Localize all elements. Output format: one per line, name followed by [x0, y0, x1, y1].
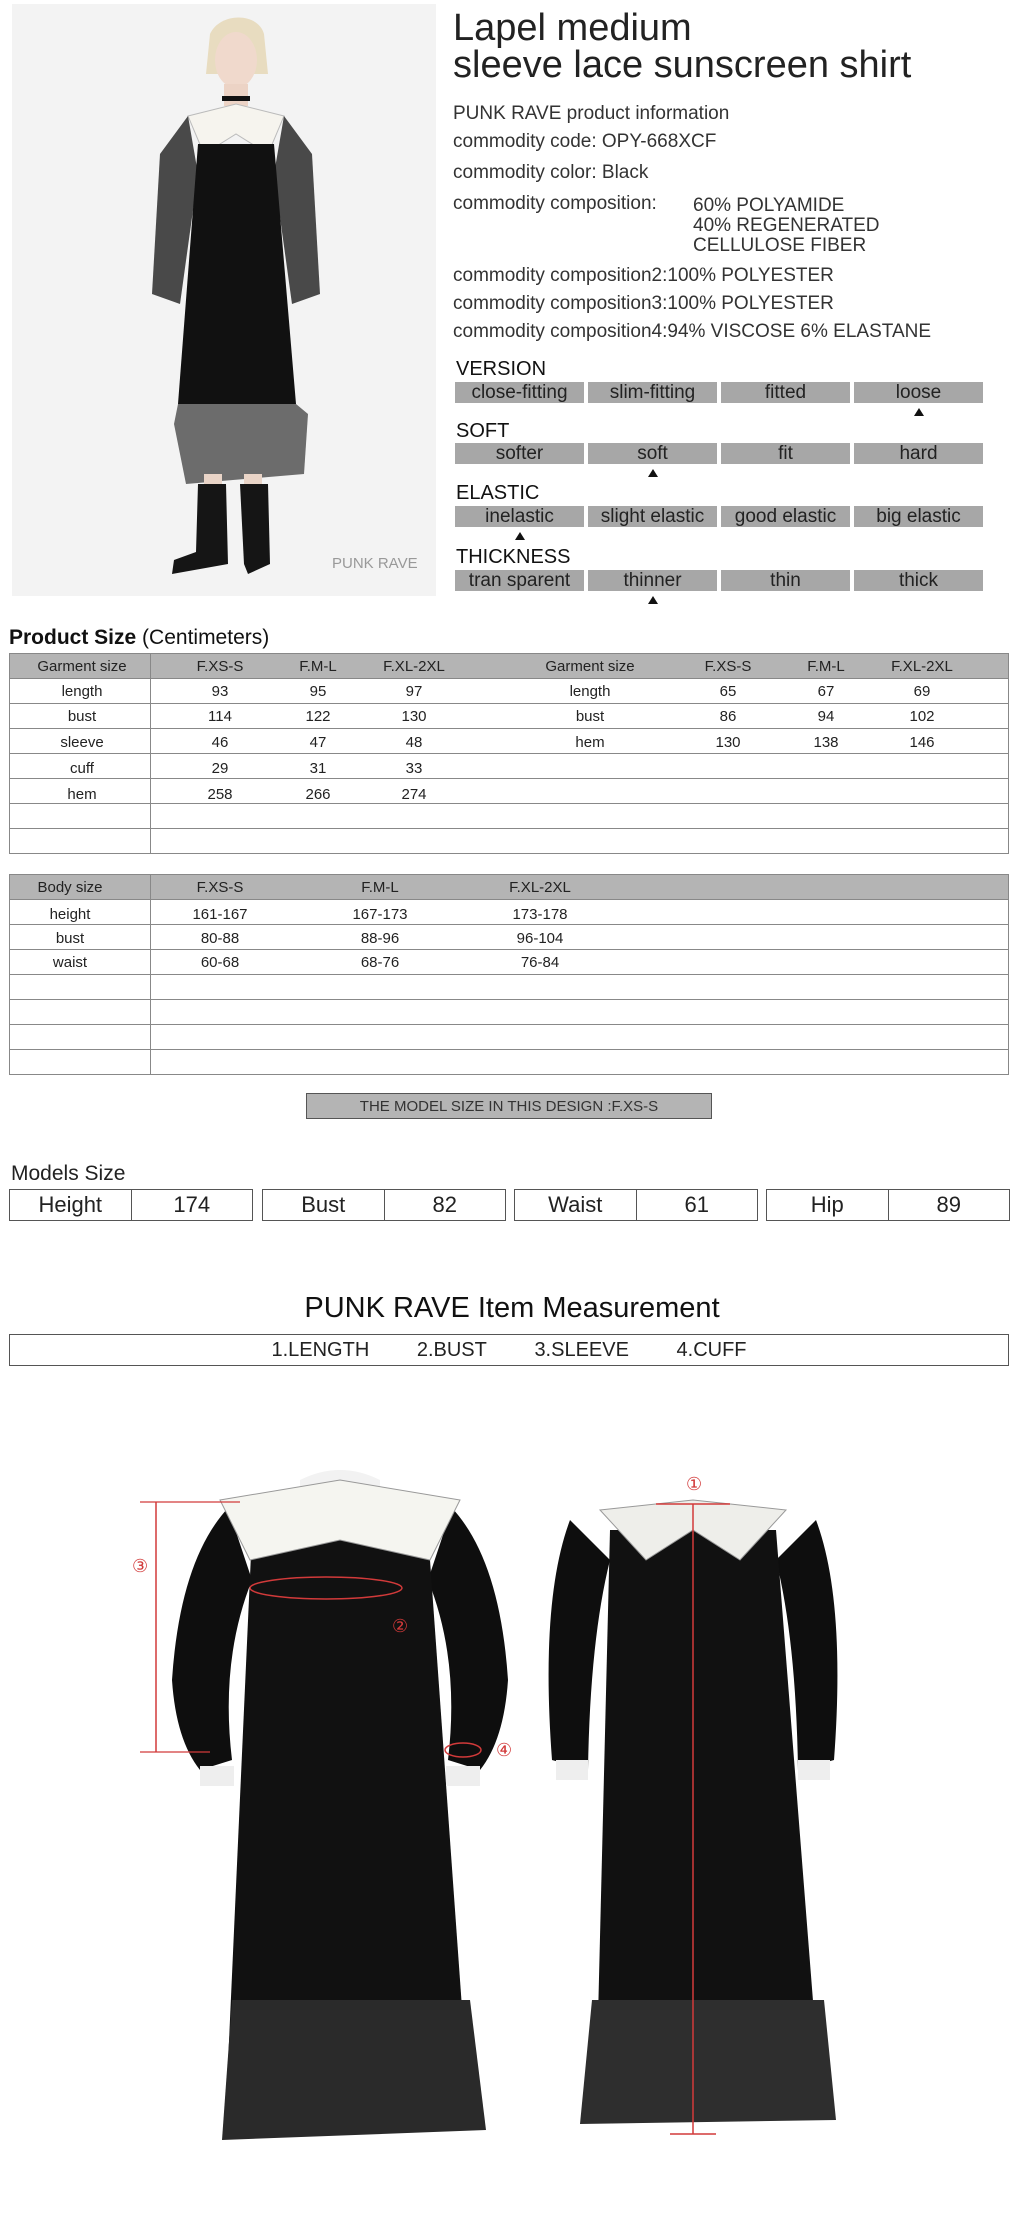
table-cell: 93	[211, 683, 229, 700]
table-cell: 47	[309, 734, 327, 751]
model-waist-box	[514, 1189, 758, 1221]
column-header: F.XS-S	[196, 879, 244, 896]
body-size-header-row	[0, 879, 1024, 899]
product-size-title	[9, 626, 269, 650]
gauge-label-elastic: ELASTIC	[456, 482, 540, 504]
table-row	[0, 930, 1024, 950]
table-row	[0, 760, 1024, 780]
product-size-heading: Product Size	[9, 626, 137, 649]
table-cell: 65	[719, 683, 737, 700]
measurement-item: 1.LENGTH	[271, 1339, 370, 1361]
table-cell: length	[61, 683, 103, 700]
info-heading: PUNK RAVE product information	[453, 103, 730, 124]
table-cell: 97	[405, 683, 423, 700]
model-value: 61	[684, 1192, 709, 1217]
table-cell: 96-104	[516, 930, 564, 947]
table-cell: hem	[67, 786, 97, 803]
product-size-header-row	[0, 658, 1024, 678]
column-header: Garment size	[37, 658, 127, 675]
table-cell: 95	[309, 683, 327, 700]
comp3-label: commodity composition3:	[453, 293, 668, 314]
table-cell: 266	[305, 786, 331, 803]
gauge-label-thickness: THICKNESS	[456, 546, 571, 568]
comp2-value: 100% POLYESTER	[667, 265, 834, 286]
measurement-item: 4.CUFF	[676, 1339, 747, 1361]
table-cell: waist	[52, 954, 88, 971]
table-cell: 130	[401, 708, 427, 725]
table-cell: bust	[55, 930, 85, 947]
gauge-option: hard	[854, 443, 983, 464]
comp-value-2: 40% REGENERATED	[693, 215, 880, 236]
table-cell: 167-173	[352, 906, 408, 923]
gauge-option: slight elastic	[588, 506, 717, 527]
gauge-version	[455, 382, 983, 403]
column-header: F.M-L	[361, 879, 399, 896]
column-header: F.M-L	[807, 658, 845, 675]
table-row	[0, 683, 1024, 703]
table-cell: 80-88	[200, 930, 240, 947]
table-cell: 31	[309, 760, 327, 777]
front-view	[132, 1470, 512, 2140]
title-line-1: Lapel medium	[453, 7, 692, 49]
table-cell: 46	[211, 734, 229, 751]
table-row	[0, 954, 1024, 974]
model-value: 82	[432, 1192, 457, 1217]
table-row	[0, 906, 1024, 926]
table-cell: 68-76	[360, 954, 400, 971]
gauge-option: thick	[854, 570, 983, 591]
table-cell: 122	[305, 708, 331, 725]
column-header: Body size	[37, 879, 103, 896]
table-cell: 76-84	[520, 954, 560, 971]
gauge-thickness	[455, 570, 983, 591]
gauge-option: close-fitting	[455, 382, 584, 403]
comp4-label: commodity composition4:	[453, 321, 668, 342]
table-cell: 146	[909, 734, 935, 751]
gauge-label-soft: SOFT	[456, 420, 510, 442]
measurement-legend	[9, 1334, 1009, 1366]
column-header: F.XS-S	[704, 658, 752, 675]
commodity-composition-3	[453, 293, 834, 315]
table-cell: hem	[575, 734, 605, 751]
gauge-option: good elastic	[721, 506, 850, 527]
table-cell: 258	[207, 786, 233, 803]
color-label: commodity color:	[453, 162, 597, 183]
table-cell: 173-178	[512, 906, 568, 923]
model-height-box	[9, 1189, 253, 1221]
table-cell: 161-167	[192, 906, 248, 923]
comp2-label: commodity composition2:	[453, 265, 668, 286]
body-size-table	[9, 874, 1009, 1075]
commodity-composition-4	[453, 321, 931, 343]
table-cell: 102	[909, 708, 935, 725]
gauge-soft	[455, 443, 983, 464]
garment-diagrams	[0, 1440, 1024, 2200]
back-view	[549, 1474, 838, 2134]
table-cell: sleeve	[60, 734, 104, 751]
gauge-marker-soft	[648, 469, 658, 477]
table-cell: 274	[401, 786, 427, 803]
product-size-unit: (Centimeters)	[142, 626, 270, 649]
marker-cuff: ④	[496, 1740, 513, 1760]
model-label: Height	[10, 1190, 132, 1220]
table-cell: bust	[67, 708, 97, 725]
models-size-title: Models Size	[11, 1162, 126, 1185]
comp-label: commodity composition:	[453, 193, 657, 214]
column-header: Garment size	[545, 658, 635, 675]
gauge-option: thinner	[588, 570, 717, 591]
table-cell: cuff	[70, 760, 94, 777]
watermark-text: PUNK RAVE	[332, 555, 418, 572]
table-cell: 69	[913, 683, 931, 700]
marker-bust: ②	[392, 1616, 409, 1636]
table-cell: height	[49, 906, 91, 923]
model-label: Hip	[767, 1190, 889, 1220]
table-cell: length	[569, 683, 611, 700]
column-header: F.XS-S	[196, 658, 244, 675]
model-hip-box	[766, 1189, 1010, 1221]
title-line-2: sleeve lace sunscreen shirt	[453, 44, 912, 86]
commodity-color	[453, 162, 648, 184]
table-cell: 86	[719, 708, 737, 725]
table-cell: 138	[813, 734, 839, 751]
table-cell: bust	[575, 708, 605, 725]
model-size-banner: THE MODEL SIZE IN THIS DESIGN :F.XS-S	[306, 1093, 712, 1119]
comp-values	[693, 196, 880, 256]
code-value: OPY-668XCF	[601, 131, 717, 152]
gauge-option: tran sparent	[455, 570, 584, 591]
gauge-marker-elastic	[515, 532, 525, 540]
model-value: 174	[173, 1192, 211, 1217]
comp4-value: 94% VISCOSE 6% ELASTANE	[667, 321, 932, 342]
code-label: commodity code:	[453, 131, 597, 152]
table-cell: 88-96	[360, 930, 400, 947]
measurement-title: PUNK RAVE Item Measurement	[304, 1292, 720, 1324]
comp-value-3: CELLULOSE FIBER	[693, 235, 867, 256]
table-row	[0, 708, 1024, 728]
table-cell: 29	[211, 760, 229, 777]
gauge-elastic	[455, 506, 983, 527]
gauge-option: softer	[455, 443, 584, 464]
table-cell: 94	[817, 708, 835, 725]
gauge-option: thin	[721, 570, 850, 591]
column-header: F.M-L	[299, 658, 337, 675]
gauge-option: soft	[588, 443, 717, 464]
model-label: Waist	[515, 1190, 637, 1220]
color-value: Black	[601, 162, 649, 183]
column-header: F.XL-2XL	[383, 658, 445, 675]
gauge-label-version: VERSION	[456, 358, 547, 380]
model-value: 89	[936, 1192, 961, 1217]
gauge-option: big elastic	[854, 506, 983, 527]
measurement-item: 2.BUST	[416, 1339, 487, 1361]
gauge-option: slim-fitting	[588, 382, 717, 403]
table-row	[0, 786, 1024, 806]
column-header: F.XL-2XL	[509, 879, 571, 896]
table-cell: 48	[405, 734, 423, 751]
table-cell: 60-68	[200, 954, 240, 971]
table-row	[0, 734, 1024, 754]
marker-length: ①	[686, 1474, 703, 1494]
marker-sleeve: ③	[132, 1556, 149, 1576]
gauge-marker-thickness	[648, 596, 658, 604]
model-photo	[12, 4, 436, 596]
comp3-value: 100% POLYESTER	[667, 293, 834, 314]
table-cell: 114	[208, 708, 232, 725]
measurement-item: 3.SLEEVE	[534, 1339, 629, 1361]
gauge-option: loose	[854, 382, 983, 403]
model-label: Bust	[263, 1190, 385, 1220]
gauge-option: inelastic	[455, 506, 584, 527]
column-header: F.XL-2XL	[891, 658, 953, 675]
gauge-marker-version	[914, 408, 924, 416]
table-cell: 33	[405, 760, 423, 777]
commodity-code	[453, 131, 716, 153]
comp-value-1: 60% POLYAMIDE	[693, 195, 845, 216]
model-bust-box	[262, 1189, 506, 1221]
table-cell: 130	[715, 734, 741, 751]
commodity-composition-2	[453, 265, 834, 287]
gauge-option: fit	[721, 443, 850, 464]
product-title	[453, 7, 1013, 86]
gauge-option: fitted	[721, 382, 850, 403]
table-cell: 67	[817, 683, 835, 700]
